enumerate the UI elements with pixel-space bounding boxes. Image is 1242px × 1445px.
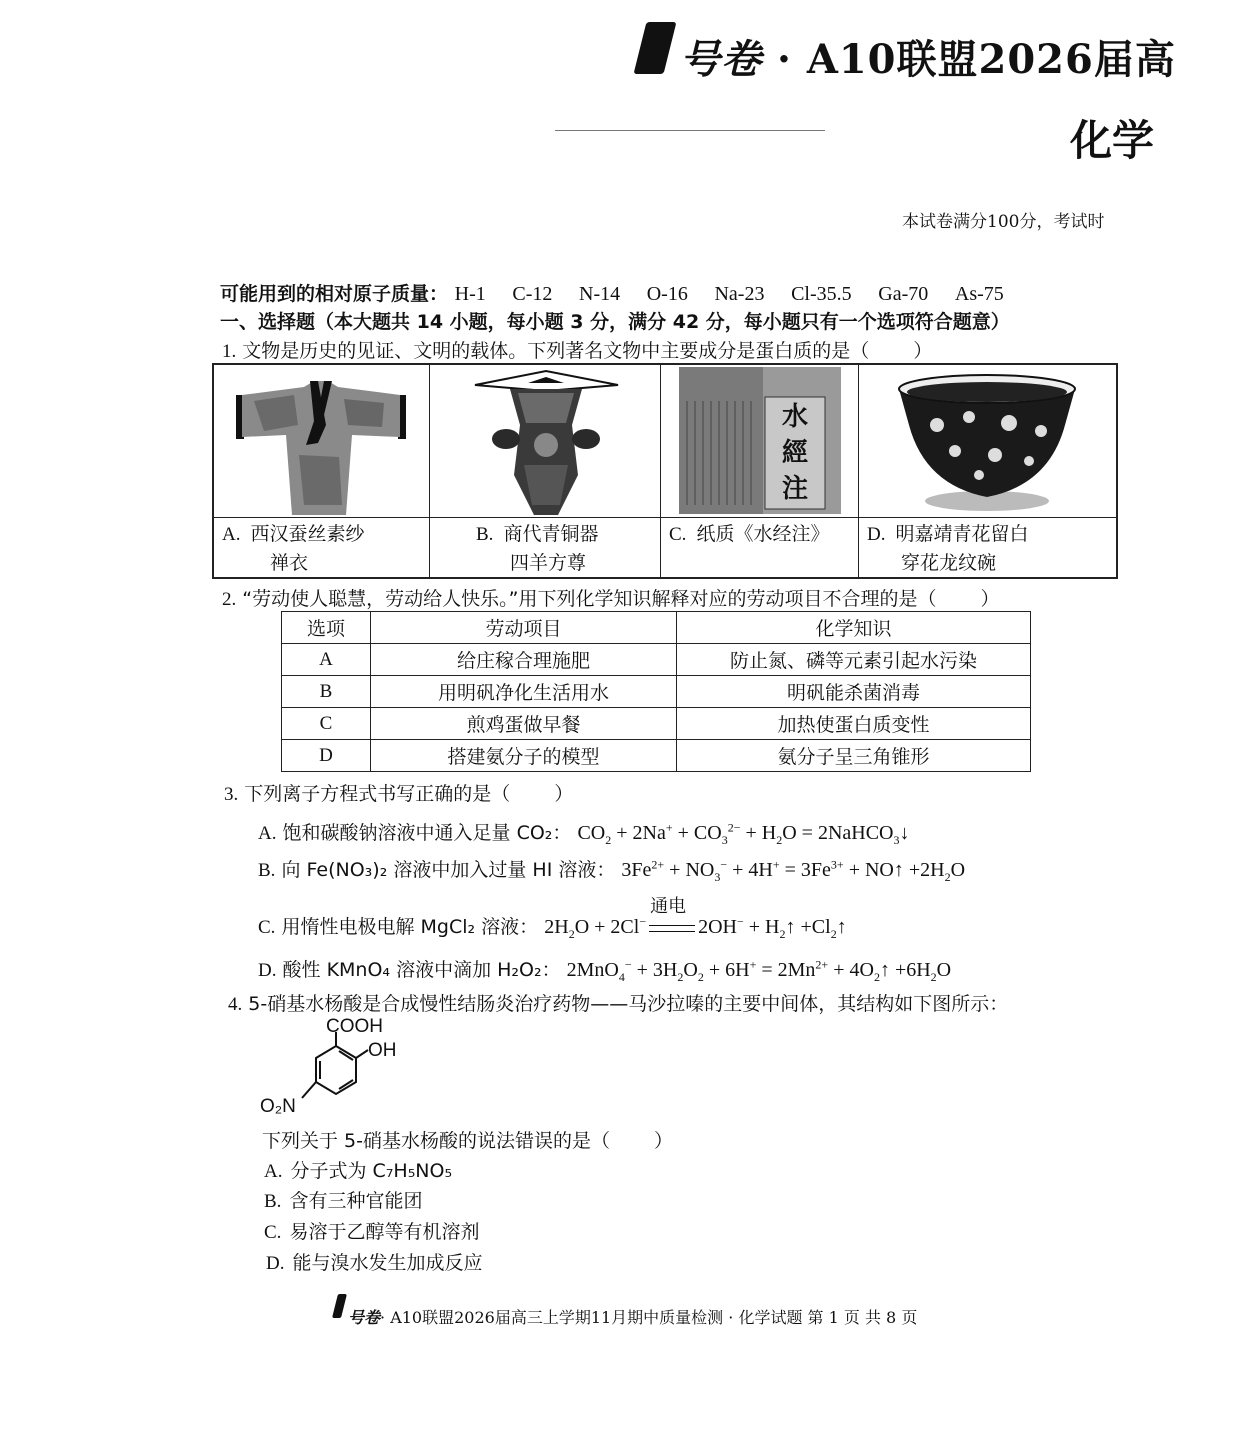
- option-letter: D.: [258, 960, 277, 981]
- svg-text:注: 注: [781, 474, 809, 504]
- atomic-mass-item: O-16: [646, 283, 688, 305]
- atomic-mass-item: C-12: [512, 283, 553, 305]
- option-letter: C.: [258, 917, 276, 938]
- section-heading: 一、选择题（本大题共 14 小题，每小题 3 分，满分 42 分，每小题只有一个选项符合题意）: [220, 311, 1010, 333]
- atomic-mass-item: N-14: [579, 283, 621, 305]
- option-text: 分子式为 C₇H₅NO₅: [290, 1160, 453, 1182]
- question-text: 文物是历史的见证、文明的载体。下列著名文物中主要成分是蛋白质的是（: [242, 340, 870, 362]
- cell-knowledge: 加热使蛋白质变性: [677, 708, 1031, 740]
- q4-option-a: [264, 1156, 452, 1183]
- option-text: 含有三种官能团: [289, 1190, 423, 1212]
- ionic-equation: $2H_2O + 2Cl^-$ 通电 $2OH^- + H_2↑$ $+Cl_2↑$: [544, 896, 847, 941]
- option-letter: D.: [867, 524, 886, 545]
- q3-option-b: [258, 855, 965, 882]
- question-3-stem: [224, 779, 573, 806]
- subject-title: 化学: [1070, 116, 1155, 165]
- atomic-mass-item: Cl-35.5: [791, 283, 852, 305]
- artifact-option-d: [859, 518, 1118, 579]
- option-description: 饱和碳酸钠溶液中通入足量 CO₂：: [282, 822, 572, 844]
- q4-option-d: [266, 1248, 483, 1275]
- option-letter: A.: [258, 823, 277, 844]
- option-letter: D.: [266, 1253, 285, 1274]
- brand-name: 号卷: [680, 36, 762, 83]
- answer-paren-close: ）: [913, 340, 933, 362]
- oh-label: OH: [368, 1040, 397, 1061]
- header-title-text: A10联盟2026届高: [806, 36, 1176, 83]
- exam-header-title: [680, 28, 1176, 85]
- header-separator: ·: [776, 36, 792, 83]
- page-footer: [348, 1305, 917, 1328]
- atomic-mass-item: Na-23: [714, 283, 765, 305]
- atomic-masses-line: [220, 279, 1024, 306]
- no2-label: O₂N: [260, 1096, 296, 1117]
- brand-logo-mark: [634, 22, 677, 74]
- column-header-labor: 劳动项目: [371, 612, 677, 644]
- question-number: 3.: [224, 784, 239, 805]
- svg-text:經: 經: [781, 438, 809, 468]
- cooh-label: COOH: [326, 1016, 383, 1037]
- svg-text:水: 水: [781, 402, 809, 432]
- question-1-stem: [222, 336, 932, 363]
- question-number: 1.: [222, 341, 237, 362]
- option-text: 易溶于乙醇等有机溶剂: [289, 1221, 480, 1243]
- cell-knowledge: 明矾能杀菌消毒: [677, 676, 1031, 708]
- ionic-equation: $CO_2 + 2Na^+ + CO_3^{2-} + H_2O$ = 2NaHCO$_3$↓: [577, 820, 910, 847]
- option-description: 用惰性电极电解 MgCl₂ 溶液：: [281, 916, 539, 938]
- table-row: [282, 644, 1031, 676]
- artifact-option-c: [661, 518, 859, 579]
- porcelain-bowl-icon: [859, 365, 1116, 516]
- artifact-option-a: [214, 518, 430, 579]
- paper-book-icon: [661, 365, 857, 516]
- atomic-masses-label: 可能用到的相对原子质量：: [220, 283, 449, 305]
- artifact-image-porcelain-bowl: [859, 365, 1118, 518]
- table-header-row: [282, 612, 1031, 644]
- q3-option-c: [258, 896, 847, 941]
- option-text-line2: 穿花龙纹碗: [901, 552, 997, 574]
- question-number: 2.: [222, 589, 237, 610]
- question-2-stem: [222, 584, 1000, 611]
- option-text: 西汉蚕丝素纱: [250, 523, 365, 545]
- answer-paren-close: ）: [654, 1130, 674, 1152]
- cell-option: B: [282, 676, 371, 708]
- artifact-image-bronze-vessel: [430, 365, 661, 518]
- footer-text: · A10联盟2026届高三上学期11月期中质量检测 · 化学试题 第 1 页 共 8 页: [380, 1308, 918, 1327]
- q4-option-b: [264, 1186, 422, 1213]
- option-text: 能与溴水发生加成反应: [292, 1252, 483, 1274]
- table-row: [282, 740, 1031, 772]
- answer-paren-close: ）: [980, 588, 1000, 610]
- option-text: 纸质《水经注》: [696, 523, 830, 545]
- question-number: 4.: [228, 994, 243, 1015]
- option-letter: B.: [258, 860, 276, 881]
- table-row: [282, 708, 1031, 740]
- q3-option-a: [258, 818, 910, 845]
- electrolysis-condition: 通电: [648, 916, 696, 939]
- ionic-equation: $3Fe^{2+} + NO_3^- + 4H^+ = 3Fe^{3+}$ + NO↑ $+2H_2O$: [621, 857, 966, 884]
- atomic-mass-item: As-75: [954, 283, 1004, 305]
- ionic-equation: $2MnO_4^- + 3H_2O_2 + 6H^+ = 2Mn^{2+}$ + $4O_2↑ +6H_2O$: [566, 957, 952, 984]
- option-text: 明嘉靖青花留白: [895, 523, 1029, 545]
- cell-labor: 给庄稼合理施肥: [371, 644, 677, 676]
- option-text-line2: 四羊方尊: [510, 552, 587, 574]
- exam-note: 本试卷满分100分，考试时: [902, 212, 1105, 232]
- option-letter: B.: [476, 524, 494, 545]
- table-row: [282, 676, 1031, 708]
- option-letter: A.: [264, 1161, 283, 1182]
- labor-knowledge-table: [281, 611, 1031, 772]
- footer-brand: 号卷: [348, 1308, 381, 1327]
- cell-knowledge: 氨分子呈三角锥形: [677, 740, 1031, 772]
- atomic-mass-item: H-1: [454, 283, 486, 305]
- option-description: 向 Fe(NO₃)₂ 溶液中加入过量 HI 溶液：: [281, 859, 616, 881]
- silk-robe-icon: [214, 365, 426, 516]
- cell-labor: 用明矾净化生活用水: [371, 676, 677, 708]
- cell-labor: 煎鸡蛋做早餐: [371, 708, 677, 740]
- artifact-image-paper-book: [661, 365, 859, 518]
- header-divider: [555, 130, 825, 131]
- option-letter: B.: [264, 1191, 282, 1212]
- option-letter: A.: [222, 524, 241, 545]
- q3-option-d: [258, 955, 951, 982]
- question-text: 5-硝基水杨酸是合成慢性结肠炎治疗药物——马沙拉嗪的主要中间体，其结构如下图所示：: [248, 993, 1009, 1015]
- question-text: 下列离子方程式书写正确的是（: [244, 783, 511, 805]
- question-text: “劳动使人聪慧，劳动给人快乐。”用下列化学知识解释对应的劳动项目不合理的是（: [242, 588, 937, 610]
- nitrosalicylic-acid-structure: [258, 1012, 408, 1120]
- option-description: 酸性 KMnO₄ 溶液中滴加 H₂O₂：: [282, 959, 561, 981]
- artifact-image-silk-robe: [214, 365, 430, 518]
- artifact-options-table: [212, 363, 1118, 579]
- column-header-knowledge: 化学知识: [677, 612, 1031, 644]
- cell-option: A: [282, 644, 371, 676]
- option-text: 商代青铜器: [503, 523, 599, 545]
- cell-option: C: [282, 708, 371, 740]
- cell-labor: 搭建氨分子的模型: [371, 740, 677, 772]
- column-header-option: 选项: [282, 612, 371, 644]
- answer-paren-close: ）: [554, 783, 574, 805]
- question-text: 下列关于 5-硝基水杨酸的说法错误的是（: [262, 1130, 610, 1152]
- artifact-option-b: [430, 518, 661, 579]
- option-letter: C.: [264, 1222, 282, 1243]
- q4-sub-stem: [262, 1126, 673, 1153]
- cell-knowledge: 防止氮、磷等元素引起水污染: [677, 644, 1031, 676]
- option-letter: C.: [669, 524, 687, 545]
- q4-option-c: [264, 1217, 479, 1244]
- cell-option: D: [282, 740, 371, 772]
- bronze-vessel-icon: [430, 365, 659, 516]
- option-text-line2: 禅衣: [270, 552, 309, 574]
- atomic-mass-item: Ga-70: [878, 283, 929, 305]
- footer-logo-mark: [332, 1294, 347, 1318]
